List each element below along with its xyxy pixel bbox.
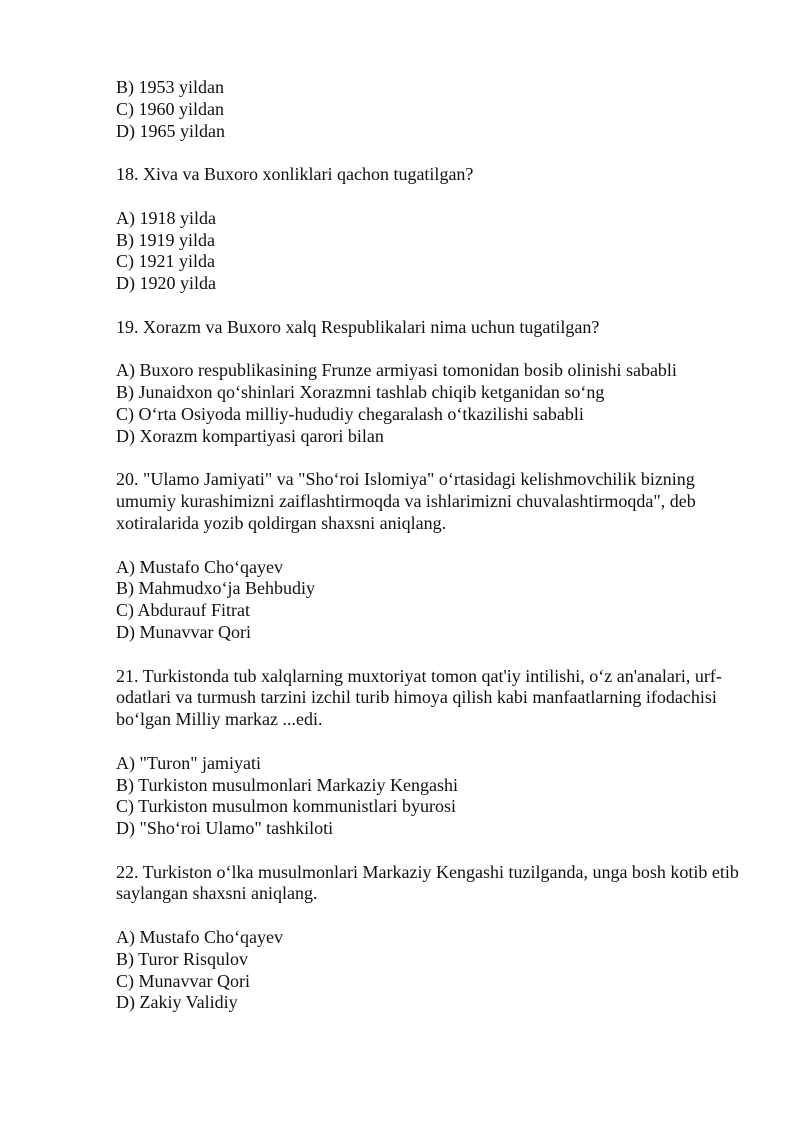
- option-c: C) Abdurauf Fitrat: [116, 600, 250, 621]
- option-b: B) Turkiston musulmonlari Markaziy Kengashi: [116, 774, 458, 795]
- document-page: [116, 77, 746, 1014]
- question-17-options: [116, 77, 746, 142]
- question-text: 20. "Ulamo Jamiyati" va "Sho‘roi Islomiya" o‘rtasidagi kelishmovchilik bizning umumiy kurashimizni zaiflashtirmoqda va ishlarimizni chuvalashtirmoqda", deb xotiralarida yozib qoldirgan shaxsni aniqlang.: [116, 469, 696, 533]
- question-options: [116, 208, 746, 295]
- option-b: B) 1919 yilda: [116, 229, 215, 250]
- option-d: D) 1920 yilda: [116, 273, 216, 294]
- option-a: A) Mustafo Cho‘qayev: [116, 556, 283, 577]
- option-a: A) "Turon" jamiyati: [116, 752, 262, 773]
- option-b: B) Mahmudxo‘ja Behbudiy: [116, 578, 315, 599]
- option-d: D) "Sho‘roi Ulamo" tashkiloti: [116, 818, 334, 839]
- option-d: D) 1965 yildan: [116, 120, 225, 141]
- question-text: 18. Xiva va Buxoro xonliklari qachon tugatilgan?: [116, 164, 474, 185]
- option-c: C) 1960 yildan: [116, 98, 224, 119]
- question-options: [116, 927, 746, 1014]
- question-19: [116, 317, 746, 448]
- question-text: 22. Turkiston o‘lka musulmonlari Markaziy Kengashi tuzilganda, unga bosh kotib etib saylangan shaxsni aniqlang.: [116, 861, 739, 904]
- option-a: A) Mustafo Cho‘qayev: [116, 927, 283, 948]
- option-b: B) 1953 yildan: [116, 77, 224, 97]
- question-options: [116, 360, 746, 447]
- option-c: C) Munavvar Qori: [116, 970, 250, 991]
- option-c: C) O‘rta Osiyoda milliy-hududiy chegaralash o‘tkazilishi sababli: [116, 403, 584, 424]
- option-b: B) Junaidxon qo‘shinlari Xorazmni tashlab chiqib ketganidan so‘ng: [116, 382, 605, 403]
- question-options: [116, 557, 746, 644]
- option-c: C) 1921 yilda: [116, 251, 215, 272]
- question-22: [116, 862, 746, 1015]
- question-21: [116, 666, 746, 840]
- question-options: [116, 753, 746, 840]
- option-b: B) Turor Risqulov: [116, 948, 249, 969]
- question-20: [116, 469, 746, 643]
- option-d: D) Xorazm kompartiyasi qarori bilan: [116, 425, 384, 446]
- question-18: [116, 164, 746, 295]
- option-d: D) Munavvar Qori: [116, 621, 251, 642]
- question-text: 21. Turkistonda tub xalqlarning muxtoriyat tomon qat'iy intilishi, o‘z an'analari, urf-odatlari va turmush tarzini izchil turib himoya qilish kabi manfaatlarning ifodachisi bo‘lgan Milliy markaz ...edi.: [116, 665, 722, 730]
- option-c: C) Turkiston musulmon kommunistlari byurosi: [116, 796, 457, 817]
- option-d: D) Zakiy Validiy: [116, 992, 238, 1013]
- question-text: 19. Xorazm va Buxoro xalq Respublikalari nima uchun tugatilgan?: [116, 316, 600, 337]
- option-a: A) 1918 yilda: [116, 207, 216, 228]
- option-a: A) Buxoro respublikasining Frunze armiyasi tomonidan bosib olinishi sababli: [116, 360, 677, 381]
